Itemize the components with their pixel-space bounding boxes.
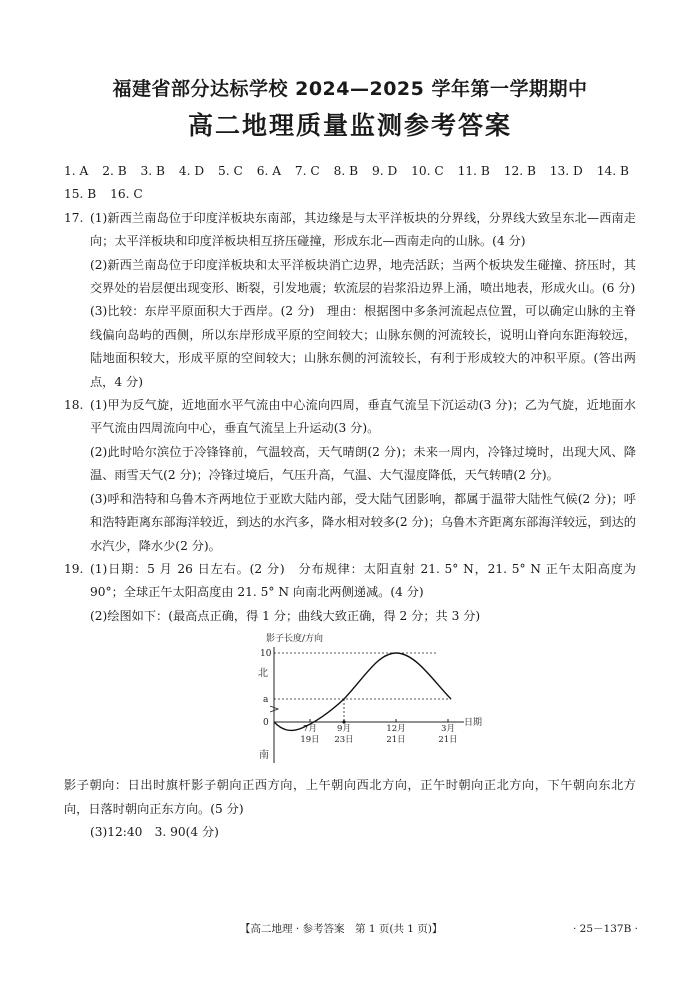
shadow-chart bbox=[90, 630, 636, 770]
mc-answer: 5. C bbox=[218, 164, 243, 178]
chart-ylabel: 影子长度/方向 bbox=[266, 634, 324, 645]
answer-paragraph: (3)比较：东岸平原面积大于西岸。(2 分) 理由：根据图中多条河流起点位置，可以确定山脉的主脊线偏向岛屿的西侧，所以东岸形成平原的空间较大；山脉东侧的河流较长，说明山脊向东距海较远，陆地面积较大，形成平原的空间较大；山脉东侧的河流较长，有利于形成较大的冲积平原。(答出两点，4 分) bbox=[90, 304, 636, 389]
question-18 bbox=[64, 394, 636, 558]
mc-answer: 15. B bbox=[64, 187, 97, 202]
mc-answers-line-2 bbox=[64, 183, 636, 206]
question-number: 17. bbox=[64, 210, 84, 225]
mc-answer: 4. D bbox=[178, 164, 205, 178]
y-tick-10: 10 bbox=[260, 649, 272, 660]
answer-paragraph: (3)呼和浩特和乌鲁木齐两地位于亚欧大陆内部，受大陆气团影响，都属于温带大陆性气候(2 分)；呼和浩特距离东部海洋较近，到达的水汽多，降水相对较多(2 分)；乌鲁木齐距离东部海洋较远，到达的水汽少，降水少(2 分)。 bbox=[90, 491, 636, 553]
footer-code: · 25－137B · bbox=[573, 923, 638, 935]
y-label-south: 南 bbox=[259, 750, 269, 762]
x-tick-month: 3月 bbox=[441, 724, 455, 735]
x-tick-day: 21日 bbox=[438, 735, 458, 746]
mc-answer: 9. D bbox=[371, 164, 398, 178]
shadow-curve bbox=[274, 653, 451, 730]
mc-answers-line-1 bbox=[64, 160, 636, 183]
document-subtitle: 高二地理质量监测参考答案 bbox=[187, 111, 512, 140]
answer-paragraph: (2)此时哈尔滨位于冷锋锋前，气温较高，天气晴朗(2 分)；未来一周内，冷锋过境时，出现大风、降温、雨雪天气(2 分)；冷锋过境后，气压升高，气温、大气湿度降低，天气转晴(2 分)。 bbox=[90, 444, 636, 483]
document-title: 福建省部分达标学校 2024—2025 学年第一学期期中 bbox=[112, 78, 588, 100]
mc-answer: 6. A bbox=[256, 164, 282, 178]
mc-answer: 7. C bbox=[294, 164, 320, 178]
question-number: 19. bbox=[64, 561, 84, 576]
x-tick-day: 23日 bbox=[334, 735, 354, 746]
answer-paragraph: (1)新西兰南岛位于印度洋板块东南部，其边缘是与太平洋板块的分界线，分界线大致呈东北—西南走向；太平洋板块和印度洋板块相互挤压碰撞，形成东北—西南走向的山脉。(4 分) bbox=[90, 210, 636, 249]
x-tick-month: 7月 bbox=[303, 724, 317, 735]
answer-paragraph: (3)12:40 3. 90(4 分) bbox=[90, 824, 219, 839]
mc-answer: 2. B bbox=[102, 164, 127, 178]
question-17 bbox=[64, 207, 636, 394]
answer-paragraph: (1)甲为反气旋，近地面水平气流由中心流向四周，垂直气流呈下沉运动(3 分)；乙为气旋，近地面水平气流由四周流向中心，垂直气流呈上升运动(3 分)。 bbox=[90, 398, 636, 436]
question-19 bbox=[64, 558, 636, 844]
answer-paragraph: (2)新西兰南岛位于印度洋板块和太平洋板块消亡边界，地壳活跃；当两个板块发生碰撞、挤压时，其交界处的岩层便出现变形、断裂，引发地震；软流层的岩浆沿边界上涌，喷出地表，形成火山。(6 分) bbox=[90, 257, 636, 296]
footer-page-info: 【高二地理 · 参考答案 第 1 页(共 1 页)】 bbox=[240, 923, 443, 935]
x-tick-day: 21日 bbox=[386, 735, 406, 746]
x-tick-day: 19日 bbox=[300, 735, 320, 746]
mc-answer: 14. B bbox=[596, 164, 629, 178]
question-number: 18. bbox=[64, 398, 84, 413]
x-tick-month: 9月 bbox=[337, 724, 351, 735]
mc-answer: 16. C bbox=[110, 187, 143, 202]
mc-answer: 13. D bbox=[549, 164, 583, 178]
answer-paragraph: 影子朝向：日出时旗杆影子朝向正西方向，上午朝向西北方向，正午时朝向正北方向，下午朝向东北方向，日落时朝向正东方向。(5 分) bbox=[64, 778, 636, 816]
y-label-north: 北 bbox=[258, 668, 268, 680]
mc-answer: 3. B bbox=[140, 164, 165, 178]
chart-xlabel: 日期 bbox=[464, 718, 483, 729]
mc-answer: 10. C bbox=[411, 164, 444, 178]
answer-paragraph: (1)日期：5 月 26 日左右。(2 分) 分布规律：太阳直射 21. 5° N，21. 5° N 正午太阳高度为 90°；全球正午太阳高度由 21. 5° N 向南北两侧递减。(4 分) bbox=[90, 561, 636, 600]
mc-answer: 11. B bbox=[457, 164, 490, 178]
answer-paragraph: (2)绘图如下：(最高点正确，得 1 分；曲线大致正确，得 2 分；共 3 分) bbox=[90, 608, 481, 623]
mc-answer: 12. B bbox=[503, 164, 536, 178]
shadow-chart-svg bbox=[256, 630, 506, 770]
answer-body bbox=[64, 160, 636, 844]
mc-answer: 8. B bbox=[333, 164, 359, 178]
mc-answer: 1. A bbox=[64, 164, 89, 178]
y-tick-a: a bbox=[263, 695, 269, 706]
y-tick-0: 0 bbox=[263, 718, 269, 729]
curve-point bbox=[342, 721, 345, 724]
x-tick-month: 12月 bbox=[386, 724, 406, 735]
x-ticks bbox=[300, 719, 457, 745]
